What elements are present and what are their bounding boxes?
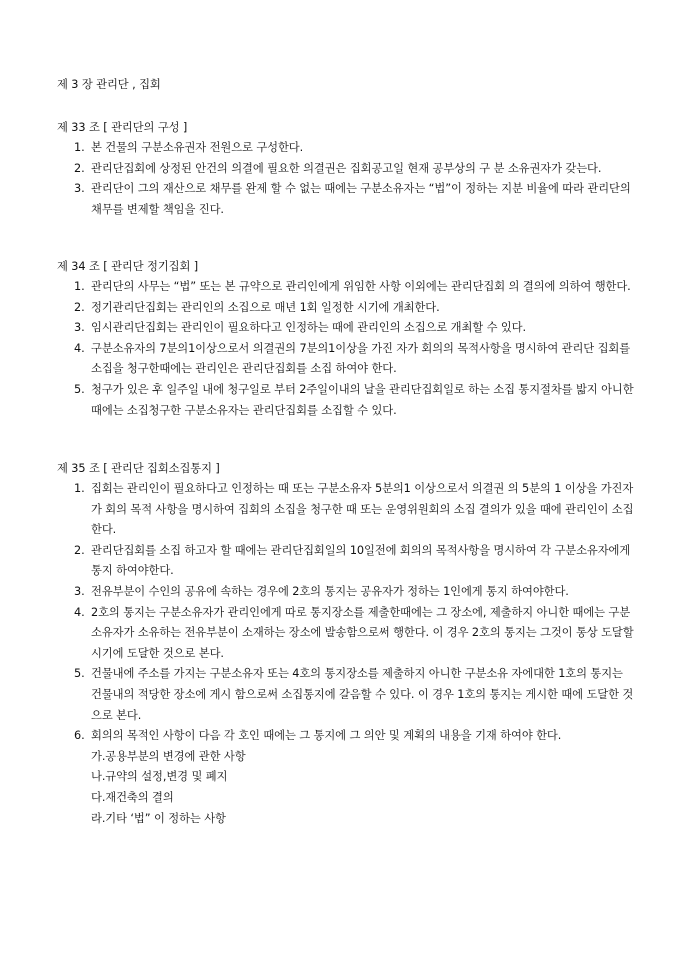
item-text: 회의의 목적인 사항이 다음 각 호인 때에는 그 통지에 그 의안 및 계획의 내용을 기재 하여야 한다.: [91, 729, 562, 743]
list-item: [57, 138, 637, 159]
article-title: 제 35 조 [ 관리단 집회소집통지 ]: [57, 462, 220, 475]
list-item: [57, 298, 637, 319]
sub-item: 라.기타 ‘법” 이 정하는 사항: [91, 811, 226, 825]
article-title: 제 34 조 [ 관리단 정기집회 ]: [57, 260, 199, 273]
article-35: [57, 458, 637, 829]
item-text: 관리단이 그의 재산으로 채무를 완제 할 수 없는 때에는 구분소유자는 “법”이 정하는 지분 비율에 따라 관리단의 채무를 변제할 책임을 진다.: [91, 182, 631, 216]
item-text: 임시관리단집회는 관리인이 필요하다고 인정하는 때에 관리인의 소집으로 개최할 수 있다.: [91, 321, 526, 335]
item-number: 4.: [74, 341, 85, 355]
list-item: [57, 541, 637, 582]
item-text: 2호의 통지는 구분소유자가 관리인에게 따로 통지장소를 제출한때에는 그 장소에, 제출하지 아니한 때에는 구분소유자가 소유하는 전유부분이 소재하는 장소에 발송함으로써 행한다. 이 경우 2호의 통지는 그것이 통상 도달할 시기에 도달한 것으로 본다.: [91, 605, 634, 660]
article-34: [57, 256, 637, 421]
item-text: 관리단집회에 상정된 안건의 의결에 필요한 의결권은 집회공고일 현재 공부상의 구 분 소유권자가 갖는다.: [91, 161, 602, 175]
list-item: [57, 479, 637, 541]
item-text: 건물내에 주소를 가지는 구분소유자 또는 4호의 통지장소를 제출하지 아니한 구분소유 자에대한 1호의 통지는 건물내의 적당한 장소에 게시 함으로써 소집통지에 갈음할 수 있다. 이 경우 1호의 통지는 게시한 때에 도달한 것으로 본다.: [91, 667, 634, 722]
item-number: 3.: [74, 321, 85, 335]
item-text: 청구가 있은 후 일주일 내에 청구일로 부터 2주일이내의 날을 관리단집회일로 하는 소집 통지절차를 밟지 아니한 때에는 소집청구한 구분소유자는 관리단집회를 소집할 수 있다.: [91, 382, 634, 417]
list-item: [57, 339, 637, 380]
item-text: 구분소유자의 7분의1이상으로서 의결권의 7분의1이상을 가진 자가 회의의 목적사항을 명시하여 관리단 집회를 소집을 청구한때에는 관리인은 관리단집회를 소집 하여야 한다.: [91, 341, 631, 376]
item-number: 3.: [74, 584, 85, 598]
list-item: [57, 726, 637, 747]
list-item: [57, 380, 637, 421]
sub-item: 다.재건축의 결의: [91, 790, 174, 804]
item-number: 1.: [74, 141, 85, 154]
list-item: [57, 179, 637, 220]
item-number: 5.: [74, 382, 85, 396]
item-number: 4.: [74, 605, 85, 619]
article-33: [57, 117, 637, 220]
item-number: 1.: [74, 280, 85, 293]
list-item: [57, 664, 637, 726]
chapter-title: 제 3 장 관리단 , 집회: [57, 78, 161, 91]
item-number: 2.: [74, 543, 85, 557]
item-number: 2.: [74, 300, 85, 314]
item-number: 3.: [74, 182, 85, 196]
item-number: 6.: [74, 729, 85, 743]
item-text: 본 건물의 구분소유권자 전원으로 구성한다.: [91, 141, 304, 154]
list-item: [57, 582, 637, 603]
item-text: 집회는 관리인이 필요하다고 인정하는 때 또는 구분소유자 5분의1 이상으로서 의결권 의 5분의 1 이상을 가진자가 회의 목적 사항을 명시하여 집회의 소집을 청구한 때 또는 운영위원회의 소집 결의가 있을 때에 관리인이 소집한다.: [91, 482, 634, 537]
item-number: 5.: [74, 667, 85, 681]
list-item: [57, 318, 637, 339]
item-text: 전유부분이 수인의 공유에 속하는 경우에 2호의 통지는 공유자가 정하는 1인에게 통지 하여야한다.: [91, 584, 569, 598]
item-number: 2.: [74, 161, 85, 175]
list-item: [57, 159, 637, 180]
list-item: [57, 277, 637, 298]
article-title: 제 33 조 [ 관리단의 구성 ]: [57, 121, 188, 134]
sub-item: 가.공용부분의 변경에 관한 사항: [91, 749, 246, 763]
item-text: 관리단집회를 소집 하고자 할 때에는 관리단집회일의 10일전에 회의의 목적사항을 명시하여 각 구분소유자에게 통지 하여야한다.: [91, 543, 631, 578]
item-number: 1.: [74, 482, 85, 495]
list-item: [57, 603, 637, 665]
sub-item: 나.규약의 설정,변경 및 폐지: [91, 770, 228, 784]
item-text: 정기관리단집회는 관리인의 소집으로 매년 1회 일정한 시기에 개최한다.: [91, 300, 440, 314]
item-text: 관리단의 사무는 “법” 또는 본 규약으로 관리인에게 위임한 사항 이외에는 관리단집회 의 결의에 의하여 행한다.: [91, 280, 631, 293]
